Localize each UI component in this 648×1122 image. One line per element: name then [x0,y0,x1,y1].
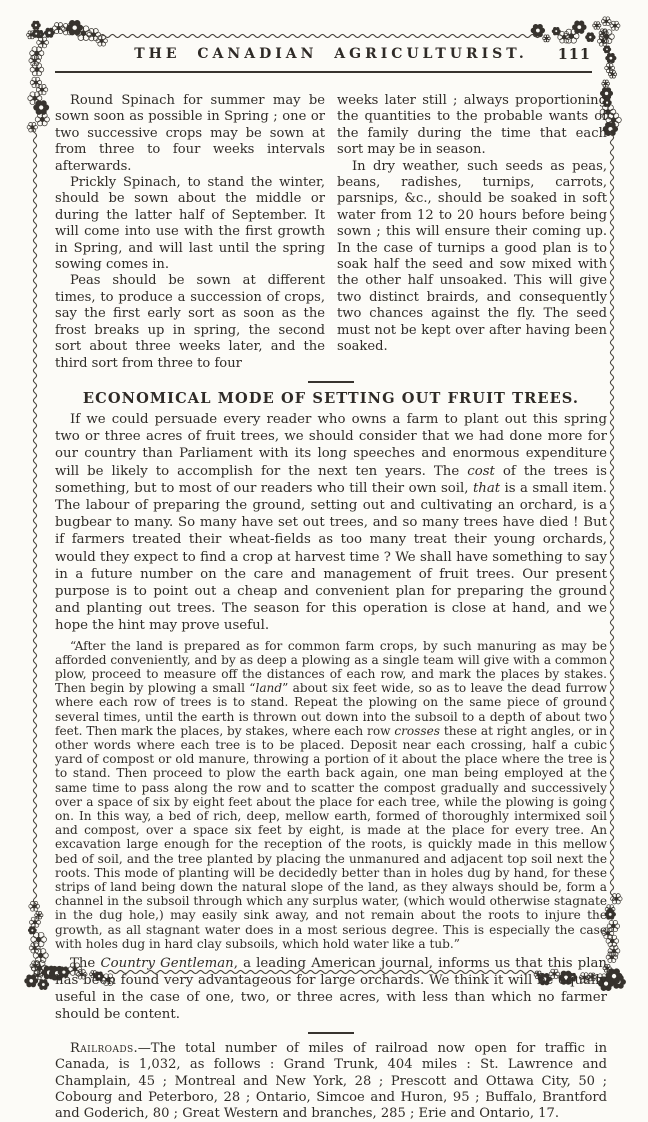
paragraph [55,639,607,951]
paragraph [337,159,607,356]
text-run: land [255,681,283,696]
two-column-text [55,93,607,372]
text-run: weeks later still ; always proportioning the quantities to the probable wants of the family during the time that each sort may be in season. [337,93,607,158]
article-heading: ECONOMICAL MODE OF SETTING OUT FRUIT TREES. [82,389,580,407]
text-run: In dry weather, such seeds as peas, beans, radishes, turnips, carrots, parsnips, &c., should be soaked in soft water from 12 to 20 hours before being sown ; this will ensure their coming up. In the case of turnips a good plan is to soak half the seed and sow mixed with the other half unsoaked. This will give two distinct brairds, and consequently two chances against the fly. The seed must not be kept over after having been soaked. [337,158,607,355]
paragraph [337,93,607,159]
header-rule [55,71,592,73]
page-content [55,38,607,1122]
wavy-border-line-left [31,128,39,904]
article-closing [55,955,607,1023]
section-divider [308,1032,354,1034]
railroads-note [55,1041,607,1121]
text-run: is a small item. The labour of preparing the ground, setting out and cultivating an orchard, is a bugbear to many. So many have set out trees, and so many trees have died ! But if farmers treated their wheat-fields as too many treat their young orchards, would they expect to find a crop at harvest time ? We shall have something to say in a future number on the care and management of fruit trees. Our present purpose is to point out a cheap and convenient plan for preparing the ground and planting out trees. The season for this operation is close at hand, and we hope the hint may prove useful. [55,480,607,634]
text-run: The [70,956,101,972]
journal-title: THE CANADIAN AGRICULTURIST. [134,46,528,62]
paragraph [55,93,325,175]
page-header [55,38,607,84]
text-run: If we could persuade every reader who owns a farm to plant out this spring two or three acres of fruit trees, we should consider that we had done more for our country than Parliament with its long speeches and enormous expenditure will be likely to accomplish for the next ten years. The [55,411,607,479]
text-run: crosses [394,723,440,738]
text-run: “After the land is prepared as for common farm crops, by such manuring as may be afforded conveniently, and by as deep a plowing as a single team will give with a common plow, proceed to measure off the distances of each row, and mark the places by stakes. Then begin by plowing a small “ [55,638,607,696]
text-run: of the trees is something, but to most of our readers who till their own soil, [55,463,607,496]
text-run: these at right angles, or in other words where each tree is to be placed. Deposit near each crossing, half a cubic yard of compost or old manure, throwing a portion of it about the place where the tree is to stand. Then proceed to plow the earth back again, one man being employed at the same time to pass along the row and to scatter the compost gradually and successively over a space of six by eight feet about the place for each tree, while the plowing is going on. In this way, a bed of rich, deep, mellow earth, formed of thoroughly intermixed soil and compost, over a space six feet by eight, is made at the place for every tree. An excavation large enough for the reception of the roots, is quickly made in this mellow bed of soil, and the tree planted by placing the unmanured and adjacent top soil next the roots. This mode of planting will be decidedly better than in holes dug by hand, for these strips of land being down the natural slope of the land, as they always should be, form a channel in the subsoil through which any surplus water, (which would otherwise stagnate in the dug hole,) may easily sink away, and not remain about the roots to injure the growth, as all stagnant water does in a most serious degree. This is especially the case with holes dug in hard clay subsoils, which hold water like a tub.” [55,723,607,951]
left-column [55,93,325,372]
text-run: Railroads [70,1041,134,1057]
text-run: that [472,480,501,496]
right-column [337,93,607,372]
paragraph [55,955,607,1023]
text-run: Round Spinach for summer may be sown soon as possible in Spring ; one or two successive crops may be sown at from three to four weeks intervals afterwards. [55,93,325,174]
paragraph [55,273,325,371]
text-run: cost [467,463,495,479]
text-run: Prickly Spinach, to stand the winter, should be sown about the middle or during the latter half of September. It will come into use with the first growth in Spring, and will last until the spring sowing comes in. [55,175,325,273]
text-run: Peas should be sown at different times, to produce a succession of crops, say the first early sort as soon as the frost breaks up in spring, the second sort about three weeks later, and the third sort from three to four [55,273,325,371]
wavy-border-line-right [608,130,616,898]
paragraph [55,1041,607,1121]
section-divider [308,381,354,383]
text-run: Country Gentleman [100,956,234,972]
article-intro [55,411,607,635]
text-run: .—The total number of miles of railroad now open for traffic in Canada, is 1,032, as follows : Grand Trunk, 404 miles : St. Lawrence and Champlain, 45 ; Montreal and New York, 28 ; Prescott and Ottawa City, 50 ; Cobourg and Peterboro, 28 ; Ontario, Simcoe and Huron, 95 ; Buffalo, Brantford and Goderich, 80 ; Great Western and branches, 285 ; Erie and Ontario, 17. [55,1041,607,1121]
page-number: 111 [557,46,591,63]
paragraph [55,175,325,273]
paragraph [55,411,607,635]
text-run: , a leading American journal, informs us that this plan has been found very advantageous for large orchards. We think it will be equally useful in the case of one, two, or three acres, with less than which no farmer should be content. [55,956,607,1023]
text-run: ” about six feet wide, so as to leave the dead furrow where each row of trees is to stand. Repeat the plowing on the same piece of ground several times, until the earth is thrown out down into the subsoil to a depth of about two feet. Then mark the places, by stakes, where each row [55,681,607,738]
article-quoted-plan [55,639,607,951]
